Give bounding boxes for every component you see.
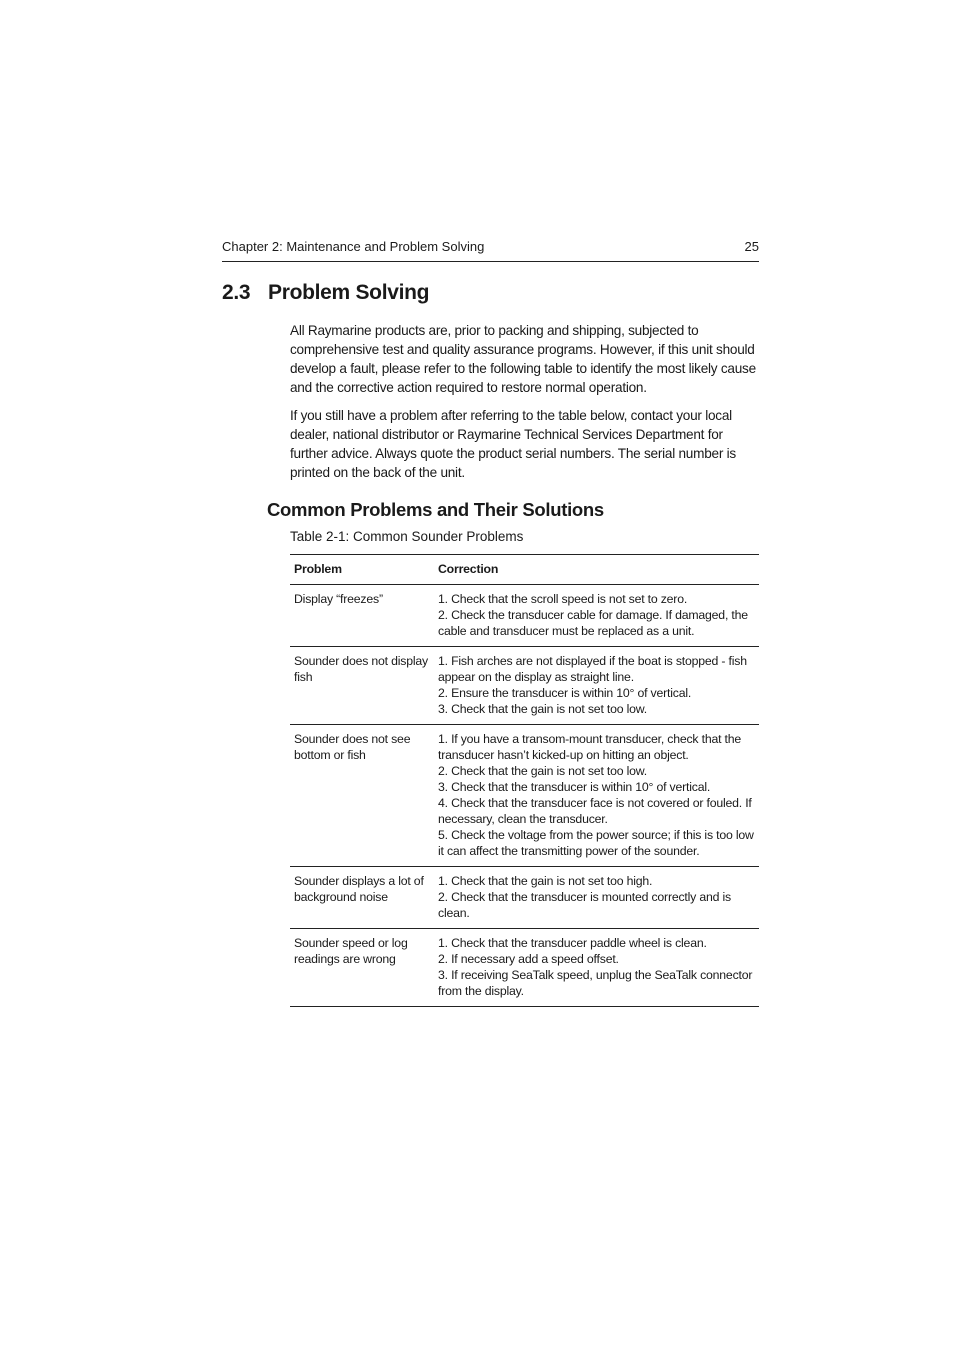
problem-cell: Sounder speed or log readings are wrong [290,929,434,1007]
chapter-title: Chapter 2: Maintenance and Problem Solving [222,239,485,254]
correction-step: 1. Check that the scroll speed is not set to zero. [438,592,688,606]
intro-paragraph: All Raymarine products are, prior to packing and shipping, subjected to comprehensive test and quality assurance programs. However, if this unit should develop a fault, please refer to the following table to identify the most likely cause and the corrective action required to restore normal operation. [290,323,756,395]
correction-cell [434,585,759,647]
correction-step: 1. Fish arches are not displayed if the boat is stopped - fish appear on the display as straight line. [438,654,747,684]
correction-step: 2. Ensure the transducer is within 10° of vertical. [438,686,692,700]
correction-cell [434,929,759,1007]
table-row [290,867,759,929]
correction-step: 2. If necessary add a speed offset. [438,952,619,966]
correction-step: 1. Check that the transducer paddle wheel is clean. [438,936,707,950]
problem-cell: Sounder displays a lot of background noise [290,867,434,929]
correction-step: 3. If receiving SeaTalk speed, unplug the SeaTalk connector from the display. [438,968,753,998]
section-heading [222,281,429,305]
correction-step: 1. If you have a transom-mount transducer, check that the transducer hasn’t kicked-up on hitting an object. [438,732,742,762]
running-header [222,238,759,262]
page-number: 25 [744,239,759,254]
correction-cell [434,725,759,867]
section-number: 2.3 [222,281,251,304]
table-row [290,725,759,867]
section-title: Problem Solving [268,281,430,304]
correction-step: 2. Check the transducer cable for damage. If damaged, the cable and transducer must be replaced as a unit. [438,608,748,638]
correction-step: 1. Check that the gain is not set too high. [438,874,653,888]
correction-step: 3. Check that the gain is not set too low. [438,702,647,716]
support-paragraph: If you still have a problem after referring to the table below, contact your local dealer, national distributor or Raymarine Technical Services Department for further advice. Always quote the product serial numbers. The serial number is printed on the back of the unit. [290,408,736,480]
correction-cell [434,867,759,929]
correction-step: 5. Check the voltage from the power source; if this is too low it can affect the transmitting power of the sounder. [438,828,754,858]
correction-cell [434,647,759,725]
problems-table [290,554,759,1007]
problem-cell: Sounder does not display fish [290,647,434,725]
table-caption: Table 2-1: Common Sounder Problems [290,529,524,544]
correction-step: 4. Check that the transducer face is not covered or fouled. If necessary, clean the transducer. [438,796,752,826]
problem-cell: Sounder does not see bottom or fish [290,725,434,867]
correction-step: 3. Check that the transducer is within 10° of vertical. [438,780,711,794]
problem-cell: Display “freezes” [290,585,434,647]
table-row [290,647,759,725]
column-header-correction: Correction [434,555,759,585]
table-header-row [290,555,759,585]
correction-step: 2. Check that the gain is not set too low. [438,764,647,778]
column-header-problem: Problem [290,555,434,585]
subsection-heading: Common Problems and Their Solutions [267,499,604,520]
table-row [290,929,759,1007]
table-row [290,585,759,647]
correction-step: 2. Check that the transducer is mounted correctly and is clean. [438,890,731,920]
